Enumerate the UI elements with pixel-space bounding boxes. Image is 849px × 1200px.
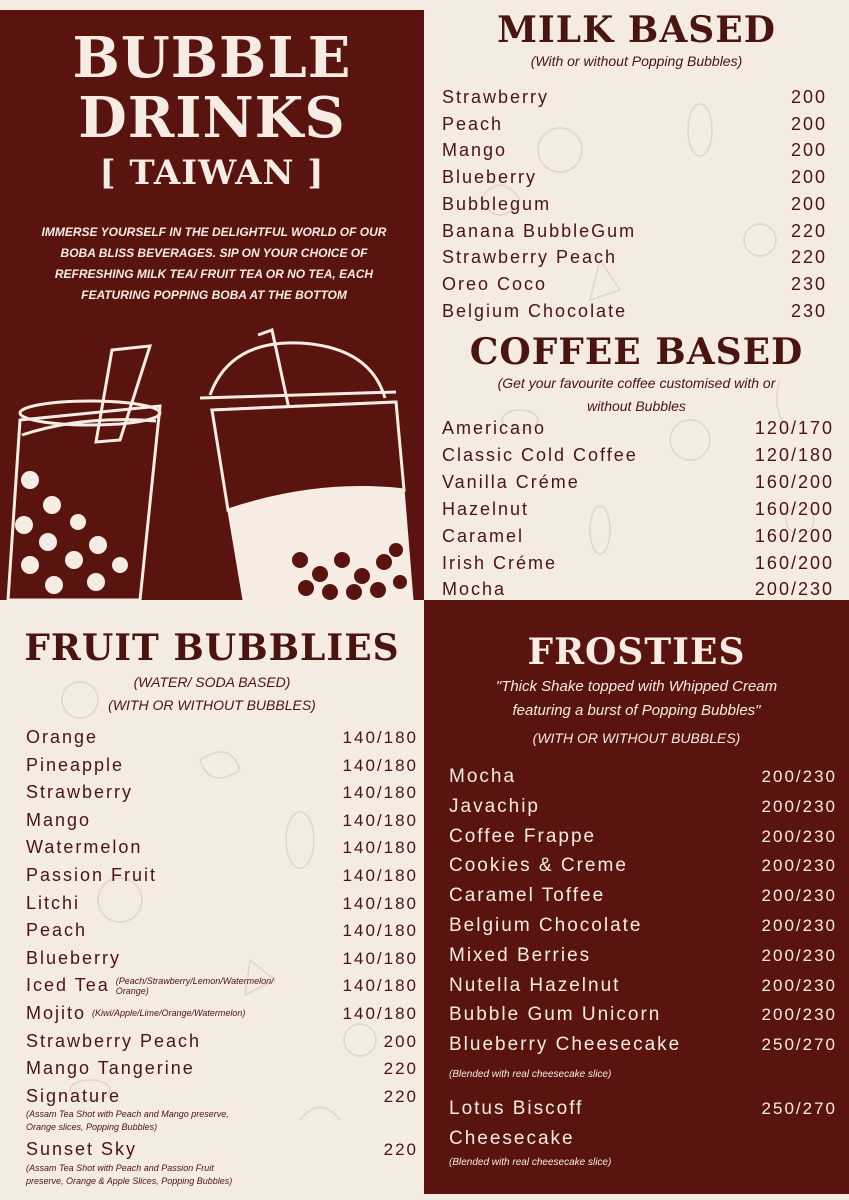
item-price: 160/200 bbox=[754, 525, 834, 546]
item-name: Caramel Toffee bbox=[449, 885, 606, 907]
frosties-subtitle-line-3: (WITH OR WITHOUT BUBBLES) bbox=[532, 730, 741, 746]
menu-item bbox=[26, 1028, 418, 1056]
menu-item bbox=[442, 84, 827, 111]
sunset-note bbox=[26, 1162, 418, 1188]
bubble-tea-cups-icon bbox=[0, 310, 424, 600]
item-price: 140/180 bbox=[342, 728, 418, 747]
item-name: Peach bbox=[26, 920, 88, 941]
menu-item bbox=[442, 244, 827, 271]
signature-note-line-1: (Assam Tea Shot with Peach and Mango preserve, bbox=[26, 1109, 229, 1120]
item-price: 140/180 bbox=[342, 921, 418, 941]
item-name: Strawberry bbox=[442, 87, 550, 107]
menu-item bbox=[26, 917, 418, 945]
item-name: Cookies & Creme bbox=[449, 855, 628, 877]
item-name: Mocha bbox=[442, 579, 507, 600]
frosties-title: FROSTIES bbox=[527, 631, 746, 673]
menu-item bbox=[442, 164, 827, 191]
item-name: Signature bbox=[26, 1085, 122, 1106]
intro-text: IMMERSE YOURSELF IN THE DELIGHTFUL WORLD OF OUR BOBA BLISS BEVERAGES. SIP ON YOUR CHOICE OF REFRESHING MILK TEA/ FRUIT TEA OR NO TEA, EACH FEATURING POPPING BOBA AT THE BOTTOM bbox=[41, 225, 387, 302]
sunset-note-line-1: (Assam Tea Shot with Peach and Passion Fruit bbox=[26, 1162, 214, 1173]
fruit-title: FRUIT BUBBLIES bbox=[24, 627, 400, 669]
item-price: 200/230 bbox=[761, 767, 837, 786]
menu-item bbox=[442, 111, 827, 138]
menu-item bbox=[26, 1000, 418, 1028]
menu-item bbox=[449, 881, 837, 911]
item-name: Pineapple bbox=[26, 754, 125, 775]
lotus-price: 250/270 bbox=[761, 1099, 837, 1118]
item-name: Oreo Coco bbox=[442, 273, 548, 294]
menu-item bbox=[26, 807, 418, 835]
item-name: Nutella Hazelnut bbox=[449, 974, 621, 996]
item-price: 200/230 bbox=[761, 886, 837, 906]
item-price: 160/200 bbox=[754, 471, 834, 492]
item-price: 200/230 bbox=[761, 796, 837, 816]
iced-tea-note bbox=[116, 976, 274, 996]
title-line-2: DRINKS bbox=[78, 85, 346, 151]
menu-item bbox=[26, 1136, 418, 1164]
item-price: 140/180 bbox=[342, 783, 418, 803]
item-name: Mango bbox=[442, 140, 508, 161]
item-price: 220 bbox=[790, 247, 827, 268]
item-name: Belgium Chocolate bbox=[442, 300, 628, 321]
item-price: 140/180 bbox=[342, 838, 418, 858]
item-price: 200/230 bbox=[761, 975, 837, 995]
menu-item bbox=[449, 822, 837, 852]
item-price: 140/180 bbox=[342, 755, 418, 775]
item-name: Iced Tea bbox=[26, 975, 110, 996]
title-line-3: [ TAIWAN ] bbox=[99, 153, 325, 193]
item-name: Bubblegum bbox=[442, 193, 552, 214]
milk-list bbox=[442, 84, 827, 324]
menu-item bbox=[26, 1083, 418, 1111]
menu-item bbox=[442, 218, 827, 245]
fruit-section bbox=[0, 600, 424, 1200]
menu-item bbox=[26, 752, 418, 780]
menu-item bbox=[442, 137, 827, 164]
item-price: 220 bbox=[383, 1140, 418, 1160]
frosties-subtitle-line-1: "Thick Shake topped with Whipped Cream bbox=[495, 678, 778, 695]
coffee-title: COFFEE BASED bbox=[469, 331, 804, 373]
title-line-1: BUBBLE bbox=[72, 25, 352, 91]
menu-item bbox=[442, 523, 834, 550]
frosties-list bbox=[449, 762, 837, 1060]
item-name: Blueberry bbox=[26, 947, 122, 968]
menu-item bbox=[26, 972, 418, 1000]
iced-tea-note-line-1: (Peach/Strawberry/Lemon/Watermelon/ bbox=[115, 976, 274, 987]
menu-item bbox=[442, 415, 834, 442]
item-name: Javachip bbox=[449, 795, 540, 817]
menu-item bbox=[26, 834, 418, 862]
item-price: 140/180 bbox=[342, 976, 418, 996]
mojito-note: (Kiwi/Apple/Lime/Orange/Watermelon) bbox=[92, 1007, 246, 1018]
item-price: 200 bbox=[790, 113, 827, 134]
item-price: 200/230 bbox=[761, 915, 837, 935]
item-name: Mixed Berries bbox=[449, 944, 592, 966]
menu-item bbox=[26, 862, 418, 890]
item-price: 200 bbox=[790, 140, 827, 161]
iced-tea-note-line-2: Orange) bbox=[115, 986, 149, 997]
sunset-note-line-2: preserve, Orange & Apple Slices, Popping Bubbles) bbox=[26, 1175, 233, 1186]
item-price: 200 bbox=[790, 87, 827, 107]
item-name: Vanilla Créme bbox=[442, 471, 580, 492]
item-name: Mojito bbox=[26, 1002, 87, 1023]
menu-item bbox=[449, 1000, 837, 1030]
menu-item bbox=[26, 724, 418, 752]
coffee-subtitle-line-1: (Get your favourite coffee customised with or bbox=[497, 375, 776, 391]
menu-item bbox=[442, 469, 834, 496]
item-price: 250/270 bbox=[761, 1035, 837, 1055]
item-price: 200 bbox=[383, 1031, 418, 1051]
menu-item bbox=[442, 271, 827, 298]
item-price: 140/180 bbox=[342, 948, 418, 968]
cheesecake-note: (Blended with real cheesecake slice) bbox=[449, 1069, 612, 1080]
coffee-list bbox=[442, 415, 834, 603]
menu-item bbox=[442, 496, 834, 523]
lotus-item bbox=[449, 1094, 837, 1170]
item-price: 220 bbox=[383, 1086, 418, 1106]
item-price: 220 bbox=[383, 1059, 418, 1079]
item-name: Belgium Chocolate bbox=[449, 914, 643, 936]
header-panel bbox=[0, 10, 424, 600]
item-price: 160/200 bbox=[754, 498, 834, 519]
item-name: Watermelon bbox=[26, 837, 143, 858]
menu-item bbox=[26, 779, 418, 807]
item-price: 140/180 bbox=[342, 865, 418, 885]
item-price: 140/180 bbox=[342, 810, 418, 830]
frosties-panel bbox=[424, 600, 849, 1194]
menu-item bbox=[449, 762, 837, 792]
coffee-section bbox=[424, 330, 849, 600]
item-name: Irish Créme bbox=[442, 552, 558, 573]
menu-item bbox=[449, 971, 837, 1001]
item-name: Strawberry Peach bbox=[442, 247, 618, 268]
item-price: 200 bbox=[790, 193, 827, 214]
item-name: Strawberry Peach bbox=[26, 1030, 202, 1051]
item-name: Coffee Frappe bbox=[449, 825, 597, 847]
item-price: 200/230 bbox=[761, 1005, 837, 1025]
menu-item bbox=[442, 442, 834, 469]
menu-item bbox=[449, 941, 837, 971]
item-name: Mango bbox=[26, 809, 92, 830]
signature-note bbox=[26, 1108, 418, 1134]
fruit-subtitle-line-1: (WATER/ SODA BASED) bbox=[133, 674, 291, 690]
item-name: Hazelnut bbox=[442, 498, 530, 519]
item-price: 200/230 bbox=[761, 945, 837, 965]
signature-note-line-2: Orange slices, Popping Bubbles) bbox=[26, 1122, 158, 1133]
item-price: 200/230 bbox=[761, 826, 837, 846]
item-name: Bubble Gum Unicorn bbox=[449, 1004, 662, 1026]
menu-item bbox=[449, 851, 837, 881]
item-price: 160/200 bbox=[754, 552, 834, 573]
milk-title: MILK BASED bbox=[497, 9, 776, 51]
lotus-note: (Blended with real cheesecake slice) bbox=[449, 1157, 612, 1168]
item-price: 230 bbox=[790, 273, 827, 294]
item-name: Mango Tangerine bbox=[26, 1058, 195, 1079]
menu-item bbox=[26, 945, 418, 973]
item-name: Caramel bbox=[442, 525, 525, 546]
menu-item bbox=[449, 792, 837, 822]
menu-item bbox=[449, 911, 837, 941]
menu-item bbox=[442, 191, 827, 218]
item-price: 120/170 bbox=[754, 418, 834, 438]
fruit-list bbox=[26, 724, 418, 1190]
item-name: Blueberry bbox=[442, 167, 538, 188]
item-name: Americano bbox=[442, 418, 547, 438]
item-price: 140/180 bbox=[342, 893, 418, 913]
item-name: Sunset Sky bbox=[26, 1139, 138, 1160]
item-name: Passion Fruit bbox=[26, 864, 158, 885]
menu-item bbox=[449, 1030, 837, 1060]
item-name: Classic Cold Coffee bbox=[442, 444, 638, 465]
item-price: 200 bbox=[790, 167, 827, 188]
menu-item bbox=[442, 550, 834, 577]
item-price: 230 bbox=[790, 300, 827, 321]
item-name: Litchi bbox=[26, 892, 81, 913]
lotus-name-line-1: Lotus Biscoff bbox=[449, 1098, 584, 1119]
item-name: Strawberry bbox=[26, 782, 134, 803]
milk-section bbox=[424, 0, 849, 330]
item-name: Blueberry Cheesecake bbox=[449, 1034, 682, 1056]
item-price: 220 bbox=[790, 220, 827, 241]
coffee-subtitle-line-2: without Bubbles bbox=[587, 398, 686, 414]
item-name: Mocha bbox=[449, 766, 517, 787]
item-name: Peach bbox=[442, 113, 504, 134]
fruit-subtitle-line-2: (WITH OR WITHOUT BUBBLES) bbox=[108, 697, 316, 713]
item-price: 200/230 bbox=[754, 579, 834, 600]
item-price: 140/180 bbox=[342, 1003, 418, 1023]
frosties-subtitle-line-2: featuring a burst of Popping Bubbles" bbox=[512, 702, 761, 719]
menu-item bbox=[26, 1055, 418, 1083]
item-name: Banana BubbleGum bbox=[442, 220, 637, 241]
item-price: 200/230 bbox=[761, 856, 837, 876]
item-name: Orange bbox=[26, 727, 99, 747]
menu-item bbox=[26, 890, 418, 918]
lotus-name-line-2: Cheesecake bbox=[449, 1128, 575, 1149]
menu-item bbox=[442, 298, 827, 325]
item-price: 120/180 bbox=[754, 444, 834, 465]
milk-subtitle: (With or without Popping Bubbles) bbox=[530, 53, 743, 69]
